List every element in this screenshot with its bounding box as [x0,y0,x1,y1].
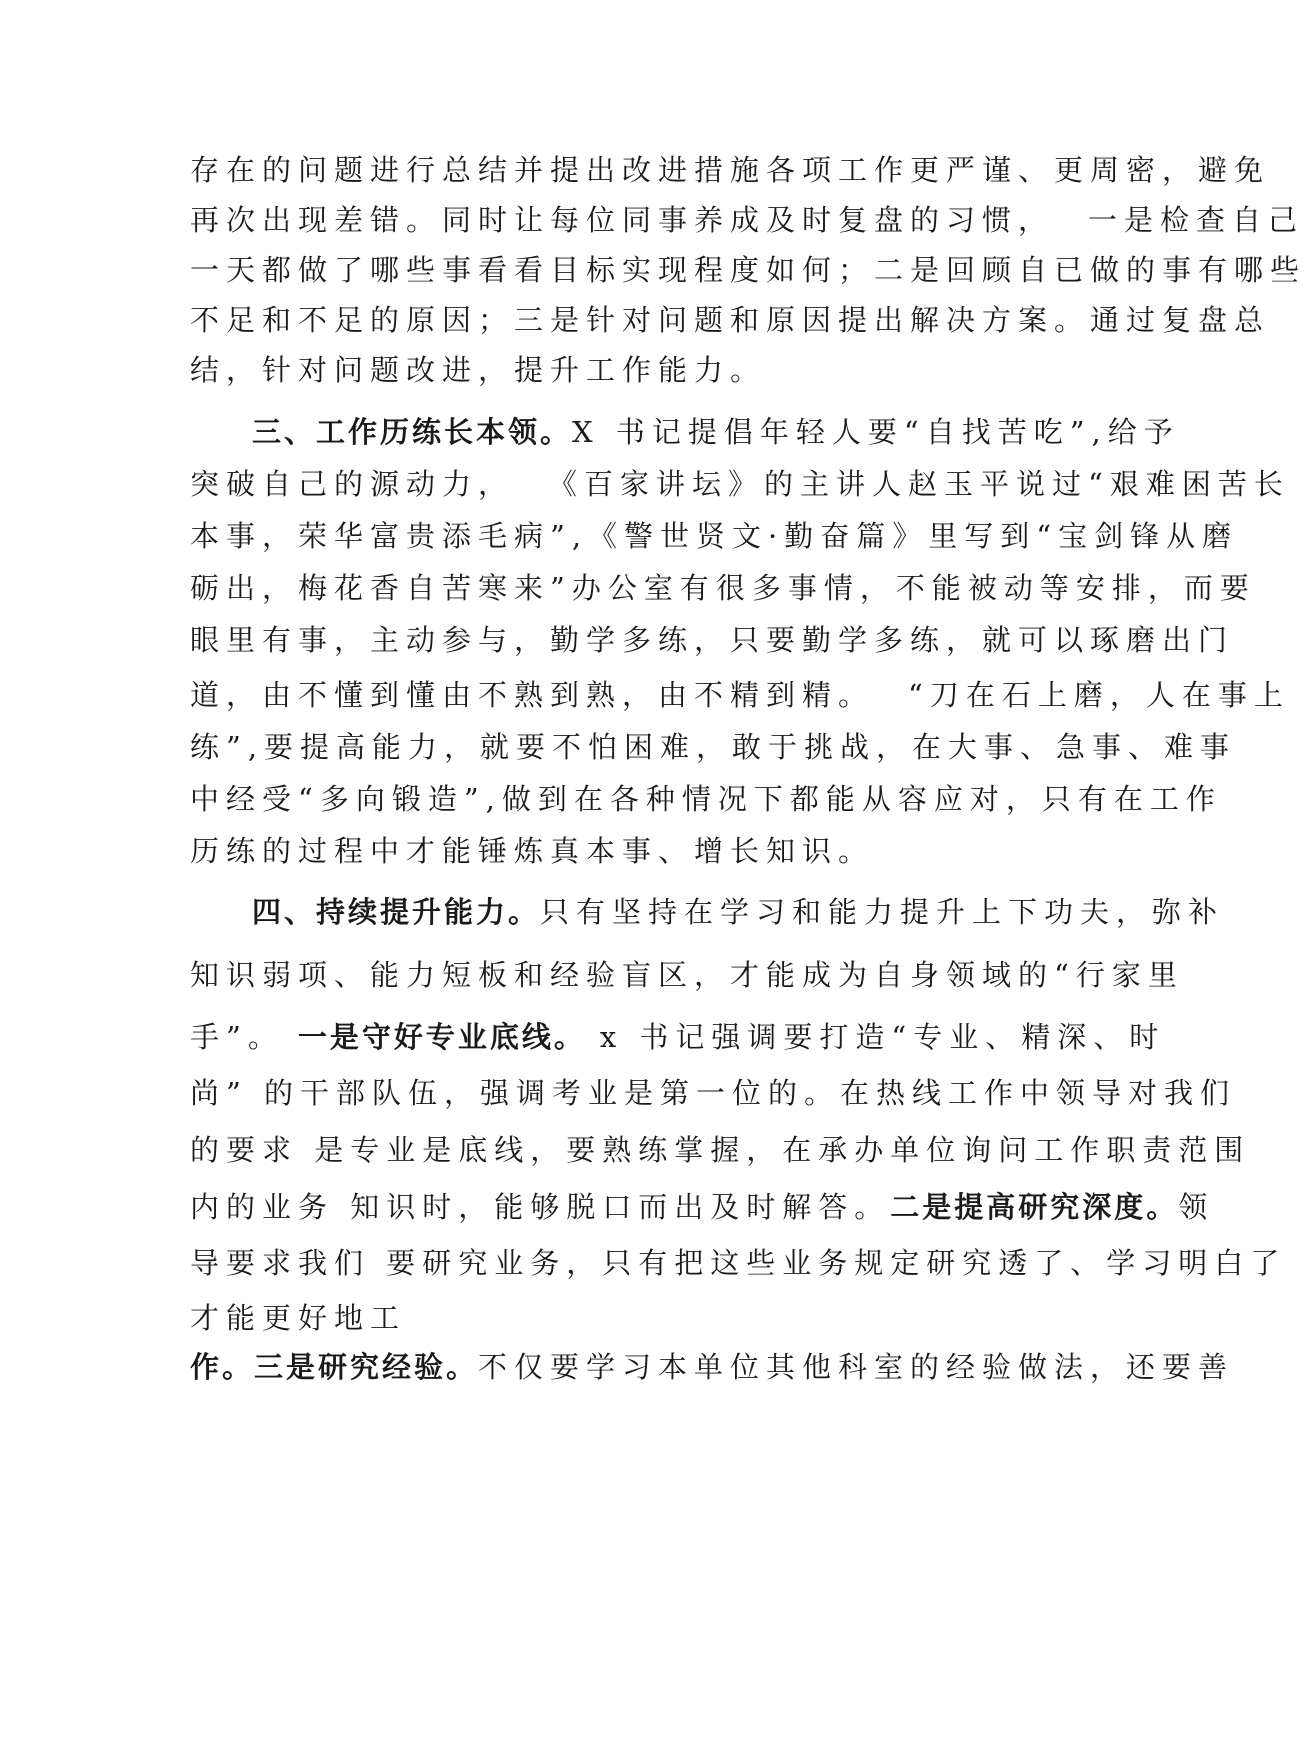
paragraph-line [190,779,1222,819]
text-run: 《百家讲坛》的主讲人赵玉平说过“艰难困苦长 [548,467,1290,501]
text-run: 存在的问题进行总结并提出改进措施各项工作更严谨、更周密，避免 [190,153,1271,187]
paragraph-line [190,620,1234,660]
paragraph-line [190,1130,1250,1170]
text-run: 手”。 [190,1020,284,1054]
paragraph-line [190,1073,1236,1113]
text-run: 突破自己的源动力， [190,467,515,501]
text-run: X 书记提倡年轻人要“自找苦吃”,给予 [572,415,1180,449]
text-run: 尚” 的干部队伍，强调考业是第一位的。在热线工作中领导对我们 [190,1076,1237,1110]
section-4-first-line [252,892,1224,932]
paragraph-line [190,516,1238,556]
text-run: 一是检查自己 [1088,203,1305,237]
text-run: 道，由不懂到懂由不熟到熟，由不精到精。 [190,678,875,712]
paragraph-line [190,250,1306,290]
text-run: 一天都做了哪些事看看目标实现程度如何；二是回顾自已做的事有哪些 [190,253,1306,287]
paragraph-line [190,955,1184,995]
text-run: 的要求 是专业是底线，要熟练掌握，在承办单位询问工作职责范围 [190,1133,1251,1167]
paragraph-line [190,1298,406,1338]
section-3-first-line [252,412,1180,452]
text-run: 不足和不足的原因；三是针对问题和原因提出解决方案。通过复盘总 [190,303,1271,337]
subpoint-1-heading: 一是守好专业底线。 [297,1020,586,1054]
text-run: 结，针对问题改进，提升工作能力。 [190,353,767,387]
text-run: 本事，荣华富贵添毛病”,《警世贤文·勤奋篇》里写到“宝剑锋从磨 [190,519,1239,553]
text-run: 眼里有事，主动参与，勤学多练，只要勤学多练，就可以琢磨出门 [190,623,1235,657]
paragraph-line [190,568,1256,608]
paragraph-line [190,300,1270,340]
text-run: x 书记强调要打造“专业、精深、时 [599,1020,1166,1054]
text-run: 再次出现差错。同时让每位同事养成及时复盘的习惯， [190,203,1055,237]
text-run: 砺出，梅花香自苦寒来”办公室有很多事情，不能被动等安排，而要 [190,571,1256,605]
subpoint-2-heading: 二是提高研究深度。 [890,1190,1179,1224]
text-run: 不仅要学习本单位其他科室的经验做法，还要善 [478,1350,1235,1384]
text-run: 导要求我们 要研究业务，只有把这些业务规定研究透了、学习明白了 [190,1246,1287,1280]
text-run: 中经受“多向锻造”,做到在各种情况下都能从容应对，只有在工作 [190,782,1222,816]
text-run: 领 [1178,1190,1215,1224]
text-run: 内的业务 知识时，能够脱口而出及时解答。 [190,1190,891,1224]
paragraph-line [190,1243,1286,1283]
paragraph-line [190,727,1236,767]
paragraph-line [190,200,1304,240]
text-run: 知识弱项、能力短板和经验盲区，才能成为自身领域的“行家里 [190,958,1184,992]
text-run: 练”,要提高能力，就要不怕困难，敢于挑战，在大事、急事、难事 [190,730,1237,764]
paragraph-line [190,464,1290,504]
paragraph-line [190,1347,1234,1387]
paragraph-line [190,1187,1214,1227]
paragraph-line [190,350,766,390]
section-4-heading: 四、持续提升能力。 [252,895,541,929]
paragraph-line [190,831,874,871]
paragraph-line [190,1017,1165,1057]
paragraph-line [190,150,1270,190]
paragraph-line [190,675,1290,715]
text-run: “刀在石上磨，人在事上 [908,678,1290,712]
subpoint-3-heading: 作。三是研究经验。 [190,1350,479,1384]
section-3-heading: 三、工作历练长本领。 [252,415,573,449]
text-run: 历练的过程中才能锤炼真本事、增长知识。 [190,834,875,868]
text-run: 才能更好地工 [190,1301,407,1335]
text-run: 只有坚持在学习和能力提升上下功夫，弥补 [540,895,1225,929]
